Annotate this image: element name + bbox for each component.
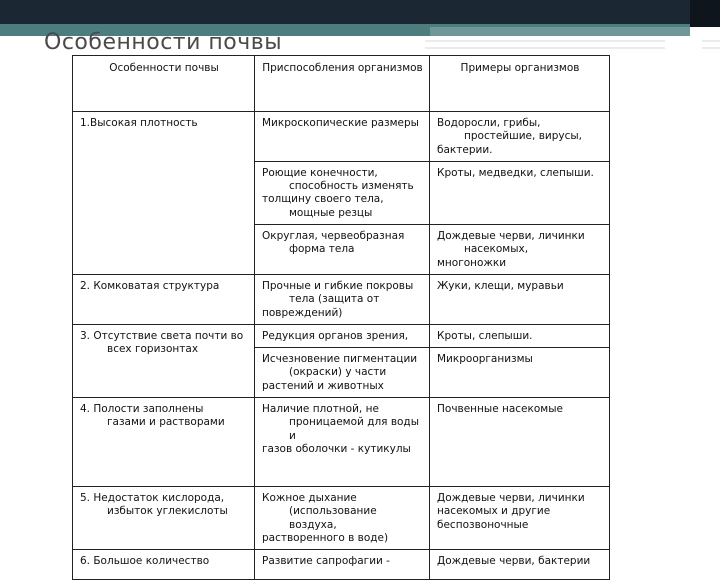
adaptation-cell: Роющие конечности, способность изменять толщину своего тела, мощные резцы bbox=[255, 161, 430, 224]
adaptation-cell: Прочные и гибкие покровы тела (защита от повреждений) bbox=[255, 274, 430, 324]
feature-cell: 2. Комковатая структура bbox=[73, 274, 255, 324]
feature-cell: 5. Недостаток кислорода, избыток углекислоты bbox=[73, 487, 255, 550]
feature-cell: 3. Отсутствие света почти во всех горизонтах bbox=[73, 324, 255, 397]
slide-accent-strip bbox=[430, 27, 690, 36]
feature-cell: 4. Полости заполнены газами и растворами bbox=[73, 398, 255, 487]
slide-title: Особенности почвы bbox=[44, 30, 283, 55]
table-row bbox=[73, 487, 610, 550]
examples-cell: Водоросли, грибы, простейшие, вирусы, бактерии. bbox=[430, 112, 610, 162]
adaptation-cell: Развитие сапрофагии - bbox=[255, 550, 430, 580]
table-header-row bbox=[73, 56, 610, 112]
soil-features-table bbox=[72, 55, 610, 580]
adaptation-cell: Микроскопические размеры bbox=[255, 112, 430, 162]
column-header-features: Особенности почвы bbox=[73, 56, 255, 112]
examples-cell: Жуки, клещи, муравьи bbox=[430, 274, 610, 324]
header-corner bbox=[690, 0, 720, 27]
column-header-examples: Примеры организмов bbox=[430, 56, 610, 112]
feature-cell: 6. Большое количество bbox=[73, 550, 255, 580]
examples-cell: Почвенные насекомые bbox=[430, 398, 610, 487]
column-header-adaptations: Приспособления организмов bbox=[255, 56, 430, 112]
slide-header-band bbox=[0, 0, 720, 27]
table-row bbox=[73, 550, 610, 580]
examples-cell: Микроорганизмы bbox=[430, 348, 610, 398]
examples-cell: Кроты, медведки, слепыши. bbox=[430, 161, 610, 224]
examples-cell: Дождевые черви, бактерии bbox=[430, 550, 610, 580]
decor-line bbox=[425, 47, 665, 49]
adaptation-cell: Кожное дыхание (использование воздуха, растворенного в воде) bbox=[255, 487, 430, 550]
table-row bbox=[73, 274, 610, 324]
examples-cell: Дождевые черви, личинки насекомых, многоножки bbox=[430, 225, 610, 275]
adaptation-cell: Исчезновение пигментации (окраски) у части растений и животных bbox=[255, 348, 430, 398]
decor-line bbox=[702, 47, 720, 49]
table-row bbox=[73, 112, 610, 162]
examples-cell: Кроты, слепыши. bbox=[430, 324, 610, 347]
table-row bbox=[73, 324, 610, 347]
feature-cell: 1.Высокая плотность bbox=[73, 112, 255, 275]
decor-line bbox=[425, 40, 665, 42]
adaptation-cell: Наличие плотной, не проницаемой для воды и газов оболочки - кутикулы bbox=[255, 398, 430, 487]
adaptation-cell: Округлая, червеобразная форма тела bbox=[255, 225, 430, 275]
adaptation-cell: Редукция органов зрения, bbox=[255, 324, 430, 347]
decor-line bbox=[702, 40, 720, 42]
examples-cell: Дождевые черви, личинки насекомых и другие беспозвоночные bbox=[430, 487, 610, 550]
table-row bbox=[73, 398, 610, 487]
